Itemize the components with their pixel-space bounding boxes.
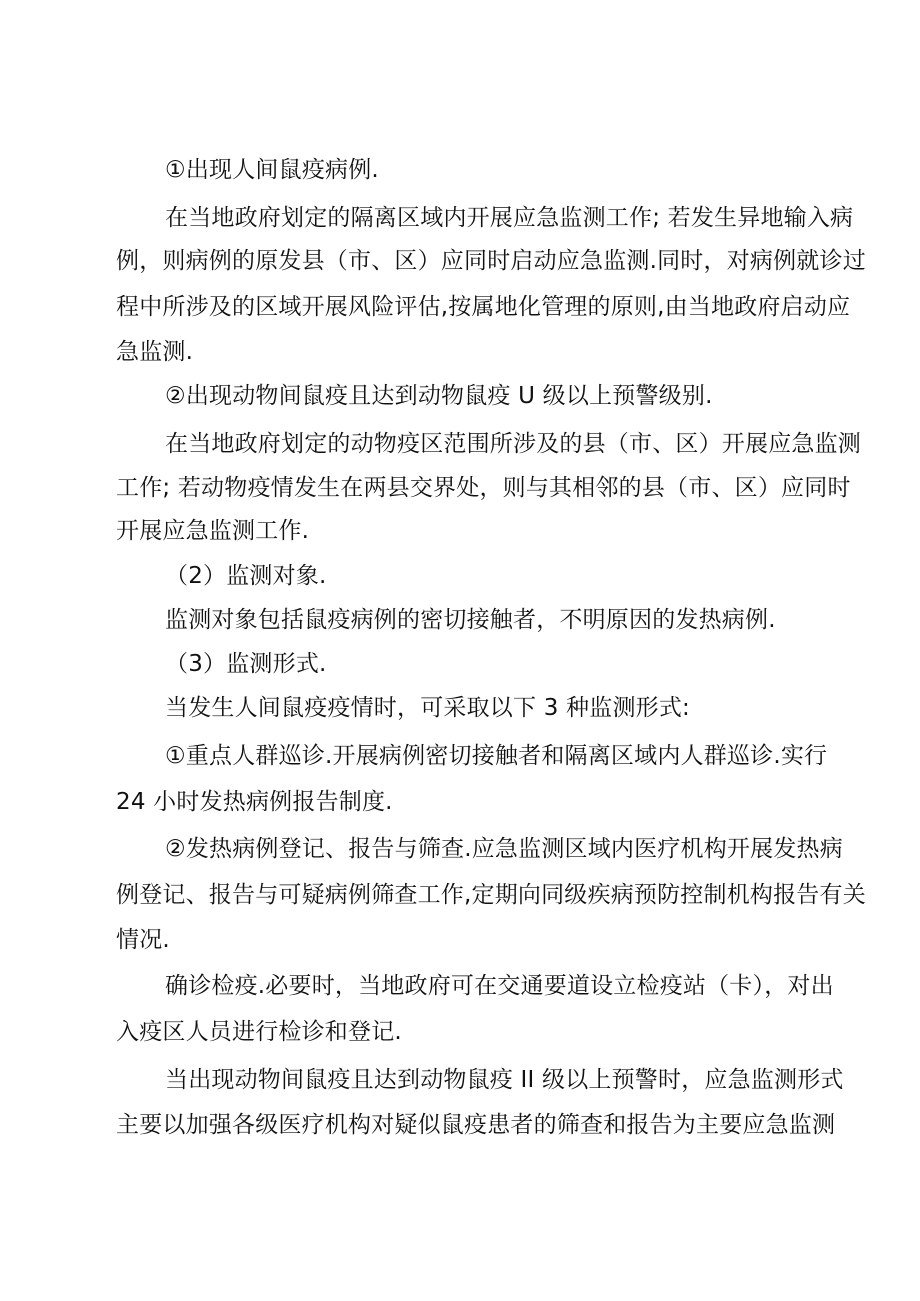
text-line: ②发热病例登记、报告与筛查.应急监测区域内医疗机构开展发热病 [165,836,843,862]
text-line: 情况. [116,927,170,953]
text-line: 当发生人间鼠疫疫情时，可采取以下 3 种监测形式: [165,695,691,721]
text-line: ②出现动物间鼠疫且达到动物鼠疫 U 级以上预警级别. [165,383,713,409]
text-line: 24 小时发热病例报告制度. [116,789,393,815]
text-line: 当出现动物间鼠疫且达到动物鼠疫 II 级以上预警时，应急监测形式 [165,1067,844,1093]
section-heading: （3）监测形式. [165,651,327,677]
text-line: 入疫区人员进行检诊和登记. [116,1019,402,1045]
text-line: 例，则病例的原发县（市、区）应同时启动应急监测.同时，对病例就诊过 [116,248,866,274]
text-line: 确诊检疫.必要时，当地政府可在交通要道设立检疫站（卡），对出 [165,973,834,999]
text-line: ①出现人间鼠疫病例. [165,157,379,183]
text-line: 急监测. [116,339,194,365]
text-line: 开展应急监测工作. [116,518,310,544]
text-line: 工作; 若动物疫情发生在两县交界处，则与其相邻的县（市、区）应同时 [116,475,851,501]
text-line: 在当地政府划定的动物疫区范围所涉及的县（市、区）开展应急监测 [165,431,861,457]
text-line: 主要以加强各级医疗机构对疑似鼠疫患者的筛查和报告为主要应急监测 [116,1112,836,1138]
section-heading: （2）监测对象. [165,563,327,589]
text-line: 监测对象包括鼠疫病例的密切接触者，不明原因的发热病例. [165,607,776,633]
text-line: 在当地政府划定的隔离区域内开展应急监测工作; 若发生异地输入病 [165,205,854,231]
text-line: 例登记、报告与可疑病例筛查工作,定期向同级疾病预防控制机构报告有关 [116,882,866,908]
text-line: ①重点人群巡诊.开展病例密切接触者和隔离区域内人群巡诊.实行 [165,743,828,769]
text-line: 程中所涉及的区域开展风险评估,按属地化管理的原则,由当地政府启动应 [116,294,851,320]
